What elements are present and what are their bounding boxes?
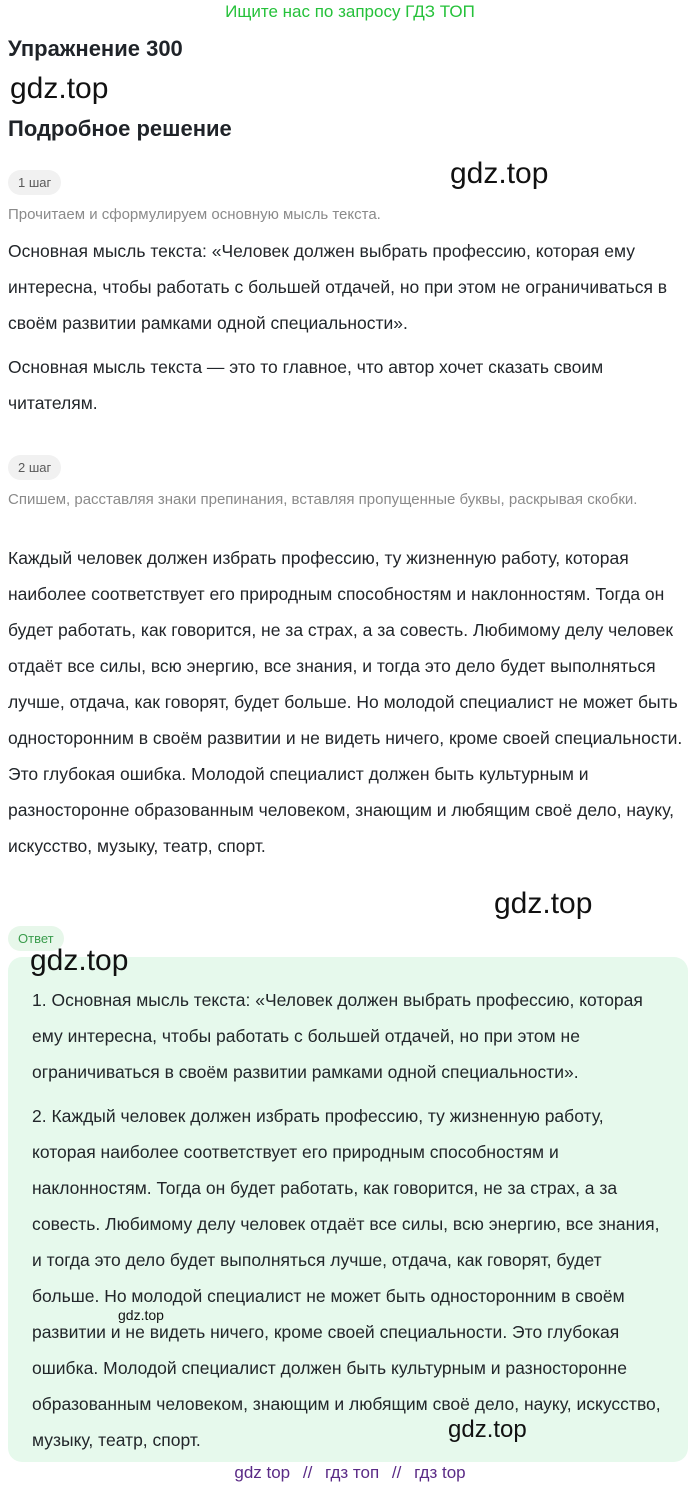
answer-item: 2. Каждый человек должен избрать профессию, ту жизненную работу, которая наиболее соответствует его природным способностям и наклонностям. Тогда он будет работать, как говорится, не за страх, а за совесть. Любимому делу человек отдаёт все силы, всю энергию, все знания, и тогда это дело будет выполняться лучше, отдача, как говорят, будет больше. Но молодой специалист не может быть односторонним в своём развитии и не видеть ничего, кроме своей специальности. Это глубокая ошибка. Молодой специалист должен быть культурным и разносторонне образованным человеком, знающим и любящим своё дело, науку, искусство, музыку, театр, спорт.: [32, 1106, 661, 1450]
step-1-block: [8, 170, 61, 195]
footer-separator: //: [391, 1463, 402, 1482]
answer-badge: Ответ: [8, 926, 64, 951]
step-paragraph: Каждый человек должен избрать профессию, ту жизненную работу, которая наиболее соответствует его природным способностям и наклонностям. Тогда он будет работать, как говорится, не за страх, а за совесть. Любимому делу человек отдаёт все силы, всю энергию, все знания, и тогда это дело будет выполняться лучше, отдача, как говорят, будет больше. Но молодой специалист не может быть односторонним в своём развитии и не видеть ничего, кроме своей специальности. Это глубокая ошибка. Молодой специалист должен быть культурным и разносторонне образованным человеком, знающим и любящим своё дело, науку, искусство, музыку, театр, спорт.: [8, 548, 683, 856]
step-hint: Спишем, расставляя знаки препинания, вставляя пропущенные буквы, раскрывая скобки.: [8, 491, 638, 508]
step-2-block: [8, 455, 61, 480]
step-paragraph: Основная мысль текста: «Человек должен выбрать профессию, которая ему интересна, чтобы работать с большей отдачей, но при этом не ограничиваться в своём развитии рамками одной специальности».: [8, 241, 668, 333]
search-hint-banner: Ищите нас по запросу ГДЗ ТОП: [225, 2, 475, 21]
answer-item: 1. Основная мысль текста: «Человек должен выбрать профессию, которая ему интересна, чтобы работать с большей отдачей, но при этом не ограничиваться в своём развитии рамками одной специальности».: [32, 990, 643, 1082]
footer-link[interactable]: гдз top: [414, 1463, 466, 1482]
watermark-text: gdz.top: [494, 887, 593, 920]
section-subtitle: Подробное решение: [8, 116, 232, 141]
step-hint: Прочитаем и сформулируем основную мысль текста.: [8, 206, 381, 223]
footer-links: [0, 1463, 700, 1483]
footer-link[interactable]: gdz top: [234, 1463, 291, 1482]
watermark-text: gdz.top: [450, 157, 549, 190]
step-paragraph: Основная мысль текста — это то главное, что автор хочет сказать своим читателям.: [8, 357, 604, 413]
footer-separator: //: [302, 1463, 313, 1482]
footer-link[interactable]: гдз топ: [325, 1463, 380, 1482]
watermark-text: gdz.top: [448, 1416, 527, 1443]
watermark-text: gdz.top: [10, 72, 109, 105]
watermark-text: gdz.top: [118, 1307, 164, 1323]
page-title: Упражнение 300: [8, 36, 183, 61]
watermark-text: gdz.top: [30, 944, 129, 977]
step-badge: 1 шаг: [8, 170, 61, 195]
step-badge: 2 шаг: [8, 455, 61, 480]
